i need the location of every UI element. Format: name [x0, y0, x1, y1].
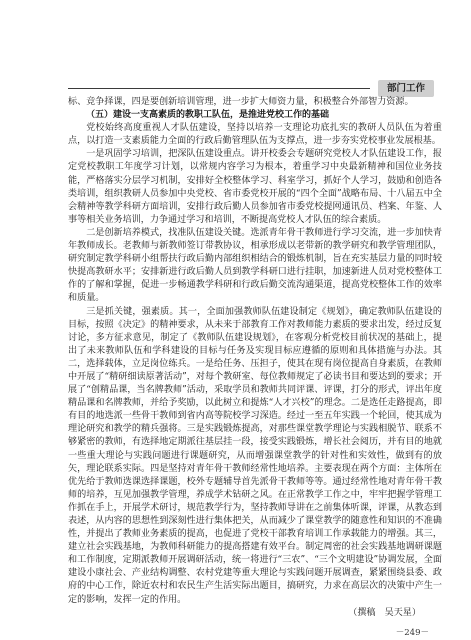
paragraph: 一是巩固学习培训，把深队伍建设重点。讲开校委会专题研究党校人才队伍建设工作，报定党校教职工年度学习计划，以常规内容学习为根本，着重学习中央最新精神和国位业务技能，严格落实分层学习机制，安排好全校整体学习、科室学习，抓好个人学习，鼓励和创造各类培训，组织教研人员参加中央党校、省市委党校开展的“四个全面”战略布局、十八届五中全会精神等教学科研方面培训，安排行政后勤人员参加省市委党校提网通讯员、档案、年鉴、人事等相关业务培训，力争通过学习和培训，不断提高党校人才队伍的综合素质。 [68, 149, 442, 225]
section-tab [378, 80, 434, 97]
paragraph: 三是抓关键，强素质。其一，全面加强教师队伍建设制定《规划》，确定教师队伍建设的目标，按照《决定》的精神要求，从未来于部教育工作对教师能力素质的要求出发，经过反复讨论，多方征求意见，制定了《教师队伍建设规划》，在客观分析党校目前状况的基础上，提出了未来教师队伍和学科建设的目标与任务及实现目标应遵循的原则和具体措施与办法。其二，选择载体，立足岗位练兵。一是给任务、压担子，使其在现有岗位提高自身素质，在教师中开展了“精研细读原著活动”，对每个教研室、每位教师规定了必读书目和要达到的要求；开展了“创精品课，当名牌教师”活动，采取学员和教师共同评课、评课，打分的形式，评出年度精品课和名牌教师，并给予奖励，以此树立和提炼“人才兴校”的理念。二是选任走路提高，即有目的地选派一些骨干教师到省内高等院校学习深造。经过一至五年实践一个轮回，使其成为理论研究和教学的精兵强将。三是实践锻炼提高，对那些课堂教学理论与实践相脱节、联系不够紧密的教师，有选择地定期派往基层挂一段，接受实践锻炼，增长社会阅历，并有目的地就一些重大理论与实践问题进行课题研究，从而增强课堂教学的针对性和实效性，做到有的放矢，理论联系实际。四是坚持对青年骨干教师经常性地培养。主要表现在两个方面：主体所在优先给于教师选课选择课题，校外专题辅导首先派骨干教师等等。通过经常性地对青年骨干教师的培养，互见加强教学管理，养成学术钻研之风。在正常教学工作之中，牢牢把握学管理工作抓在手上，开展学术研讨，规范教学行为，坚持教师导讲在之前集体听课，评课，从教态到表述，从内容的思想性到深刻性进行集体把关，从而减少了课堂教学的随意性和知识的不准确性，并提出了教师业务素质的提高，也促进了党校干部教育培训工作承载能力的增强。其三，建立社会实践基地，为教师科研能力的提高搭建有效平台。制定周密的社会实践基地调研课题和工作制度，定期派教师开展调研活动，统一将进行“三农”、“三个文明建设”协调发展，全面建设小康社会、产业结构调整、农村党建等重大理论与实践问题开展调查，紧紧围绕县委、政府的中心工作，除近农村和农民生产生活实际出题目，搞研究，力求在高层次的决策中产生一定的影响，发挥一定的作用。 [68, 306, 442, 605]
page-number: －249－ [395, 628, 429, 638]
section-title: 部门工作 [386, 83, 425, 94]
paragraph: 党校始终高度重视人才队伍建设，坚持以培养一支理论功底扎实的教研人员队伍为着重点，以打造一支素质能力全面的行政后勤管理队伍为支撑点，进一步夯实党校事业发展根基。 [68, 123, 442, 147]
paragraph: 标、竞争择课，四是要创新培训管理，进一步扩大师资力量，积极整合外部智力资源。 [68, 97, 414, 107]
paragraph: 二是创新培养模式，找准队伍建设关键。选派青年骨干教师进行学习交流，进一步加快青年教师成长。老教师与新教师签订带教协议，相承形成以老带新的教学研究和教学管理团队，研究制定教学科研小组帮扶行政后勤内部组织相结合的锻炼机制，旨在充实基层力量的同时较快提高教研水平；安排新进行政后勤人员到教学科研口进行挂职，加速新进人员对党校整体工作的了解和掌握，促进一步畅通教学科研和行政后勤交流沟通渠道，提高党校整体工作的效率和质量。 [68, 227, 442, 304]
section-heading: （五）建设一支高素质的教职工队伍，是推进党校工作的基础 [86, 110, 330, 121]
header-rule [68, 88, 370, 89]
author-signature: （撰稿 吴天星） [348, 608, 421, 618]
body-text [68, 96, 442, 607]
